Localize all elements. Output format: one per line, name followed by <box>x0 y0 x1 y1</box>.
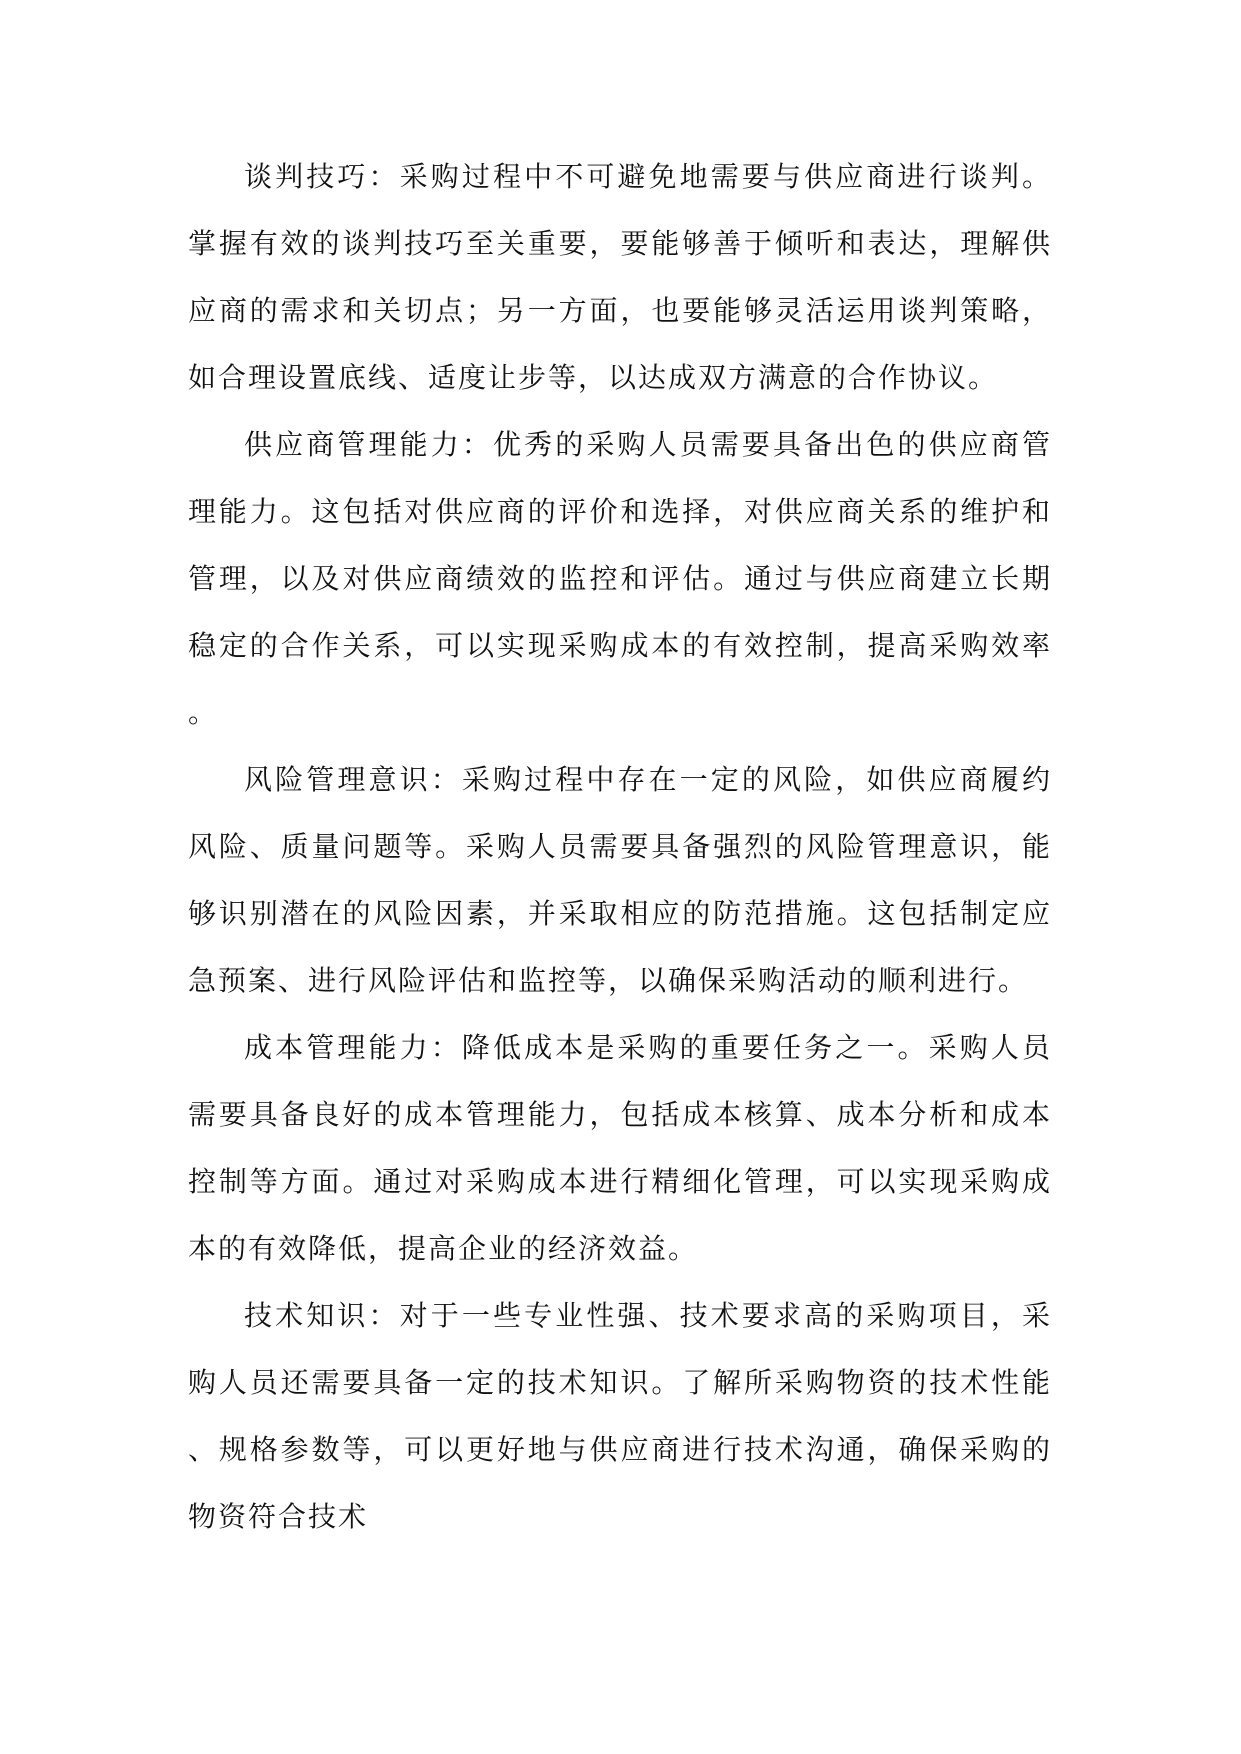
paragraph-risk-management: 风险管理意识：采购过程中存在一定的风险，如供应商履约风险、质量问题等。采购人员需要具备强烈的风险管理意识，能够识别潜在的风险因素，并采取相应的防范措施。这包括制定应急预案、进行风险评估和监控等，以确保采购活动的顺利进行。 <box>188 763 1052 997</box>
document-body <box>188 143 1052 1550</box>
paragraph-technical-knowledge: 技术知识：对于一些专业性强、技术要求高的采购项目，采购人员还需要具备一定的技术知识。了解所采购物资的技术性能、规格参数等，可以更好地与供应商进行技术沟通，确保采购的物资符合技术 <box>188 1299 1052 1533</box>
paragraph-supplier-management: 供应商管理能力：优秀的采购人员需要具备出色的供应商管理能力。这包括对供应商的评价和选择，对供应商关系的维护和管理，以及对供应商绩效的监控和评估。通过与供应商建立长期稳定的合作关系，可以实现采购成本的有效控制，提高采购效率。 <box>188 428 1052 729</box>
paragraph-cost-management: 成本管理能力：降低成本是采购的重要任务之一。采购人员需要具备良好的成本管理能力，包括成本核算、成本分析和成本控制等方面。通过对采购成本进行精细化管理，可以实现采购成本的有效降低，提高企业的经济效益。 <box>188 1031 1052 1265</box>
paragraph-negotiation-skills: 谈判技巧：采购过程中不可避免地需要与供应商进行谈判。掌握有效的谈判技巧至关重要，要能够善于倾听和表达，理解供应商的需求和关切点；另一方面，也要能够灵活运用谈判策略，如合理设置底线、适度让步等，以达成双方满意的合作协议。 <box>188 160 1052 394</box>
